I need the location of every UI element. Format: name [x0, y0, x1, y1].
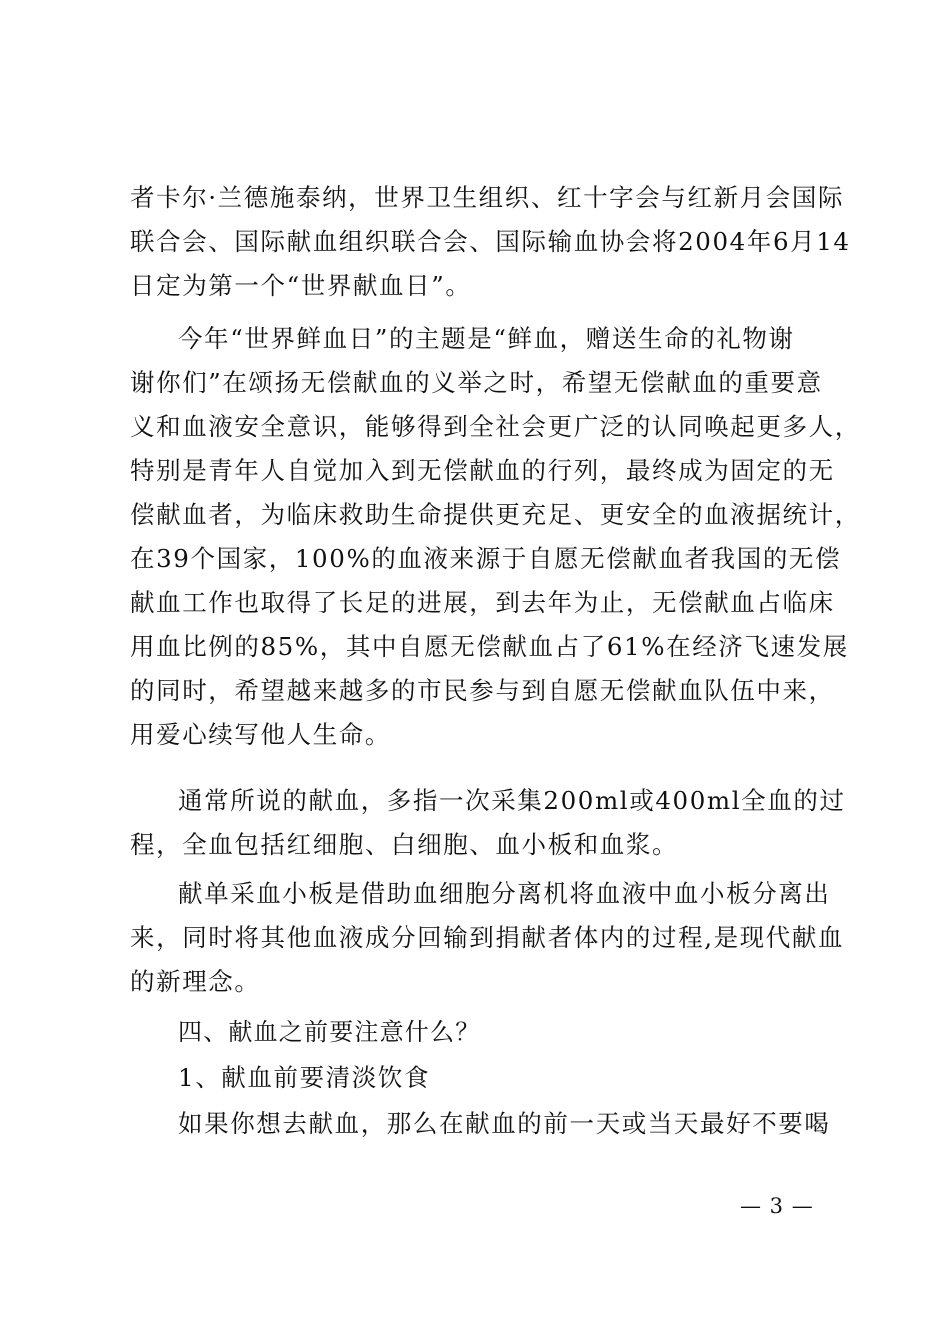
text-line: 义和血液安全意识，能够得到全社会更广泛的认同唤起更多人， [130, 412, 861, 441]
text-line: 的新理念。 [130, 967, 261, 996]
text-line: 特别是青年人自觉加入到无偿献血的行列，最终成为固定的无 [130, 456, 835, 485]
subheading-diet [130, 1056, 830, 1100]
text-line: 日定为第一个“世界献血日”。 [130, 271, 472, 300]
heading-text: 四、献血之前要注意什么？ [178, 1018, 481, 1046]
text-line: 用爱心续写他人生命。 [130, 720, 391, 749]
text-line: 如果你想去献血，那么在献血的前一天或当天最好不要喝 [178, 1109, 831, 1138]
text-line: 用血比例的85%，其中自愿无偿献血占了61%在经济飞速发展 [130, 632, 849, 661]
text-line: 谢你们”在颂扬无偿献血的义举之时，希望无偿献血的重要意 [130, 368, 823, 397]
text-line: 程，全血包括红细胞、白细胞、血小板和血浆。 [130, 830, 679, 859]
text-line: 献单采血小板是借助血细胞分离机将血液中血小板分离出 [178, 879, 831, 908]
paragraph-theme [130, 317, 861, 757]
text-line: 献血工作也取得了长足的进展，到去年为止，无偿献血占临床 [130, 588, 835, 617]
page-number: — 3 — [740, 1194, 814, 1218]
text-line: 在39个国家，100%的血液来源于自愿无偿献血者我国的无偿 [130, 544, 842, 573]
paragraph-history [130, 176, 851, 308]
text-line: 偿献血者，为临床救助生命提供更充足、更安全的血液据统计， [130, 500, 861, 529]
text-line: 今年“世界鲜血日”的主题是“鲜血，赠送生命的礼物谢 [178, 324, 795, 353]
text-line: 的同时，希望越来越多的市民参与到自愿无偿献血队伍中来， [130, 676, 835, 705]
text-line: 通常所说的献血，多指一次采集200ml或400ml全血的过 [178, 786, 846, 815]
subheading-text: 1、献血前要清淡饮食 [178, 1063, 431, 1092]
text-line: 联合会、国际献血组织联合会、国际输血协会将2004年6月14 [130, 227, 851, 256]
paragraph-platelets [130, 872, 845, 1004]
section-heading [130, 1010, 830, 1054]
paragraph-diet [130, 1102, 830, 1146]
text-line: 者卡尔·兰德施泰纳，世界卫生组织、红十字会与红新月会国际 [130, 183, 845, 212]
text-line: 来，同时将其他血液成分回输到捐献者体内的过程,是现代献血 [130, 923, 845, 952]
paragraph-whole-blood [130, 779, 846, 867]
